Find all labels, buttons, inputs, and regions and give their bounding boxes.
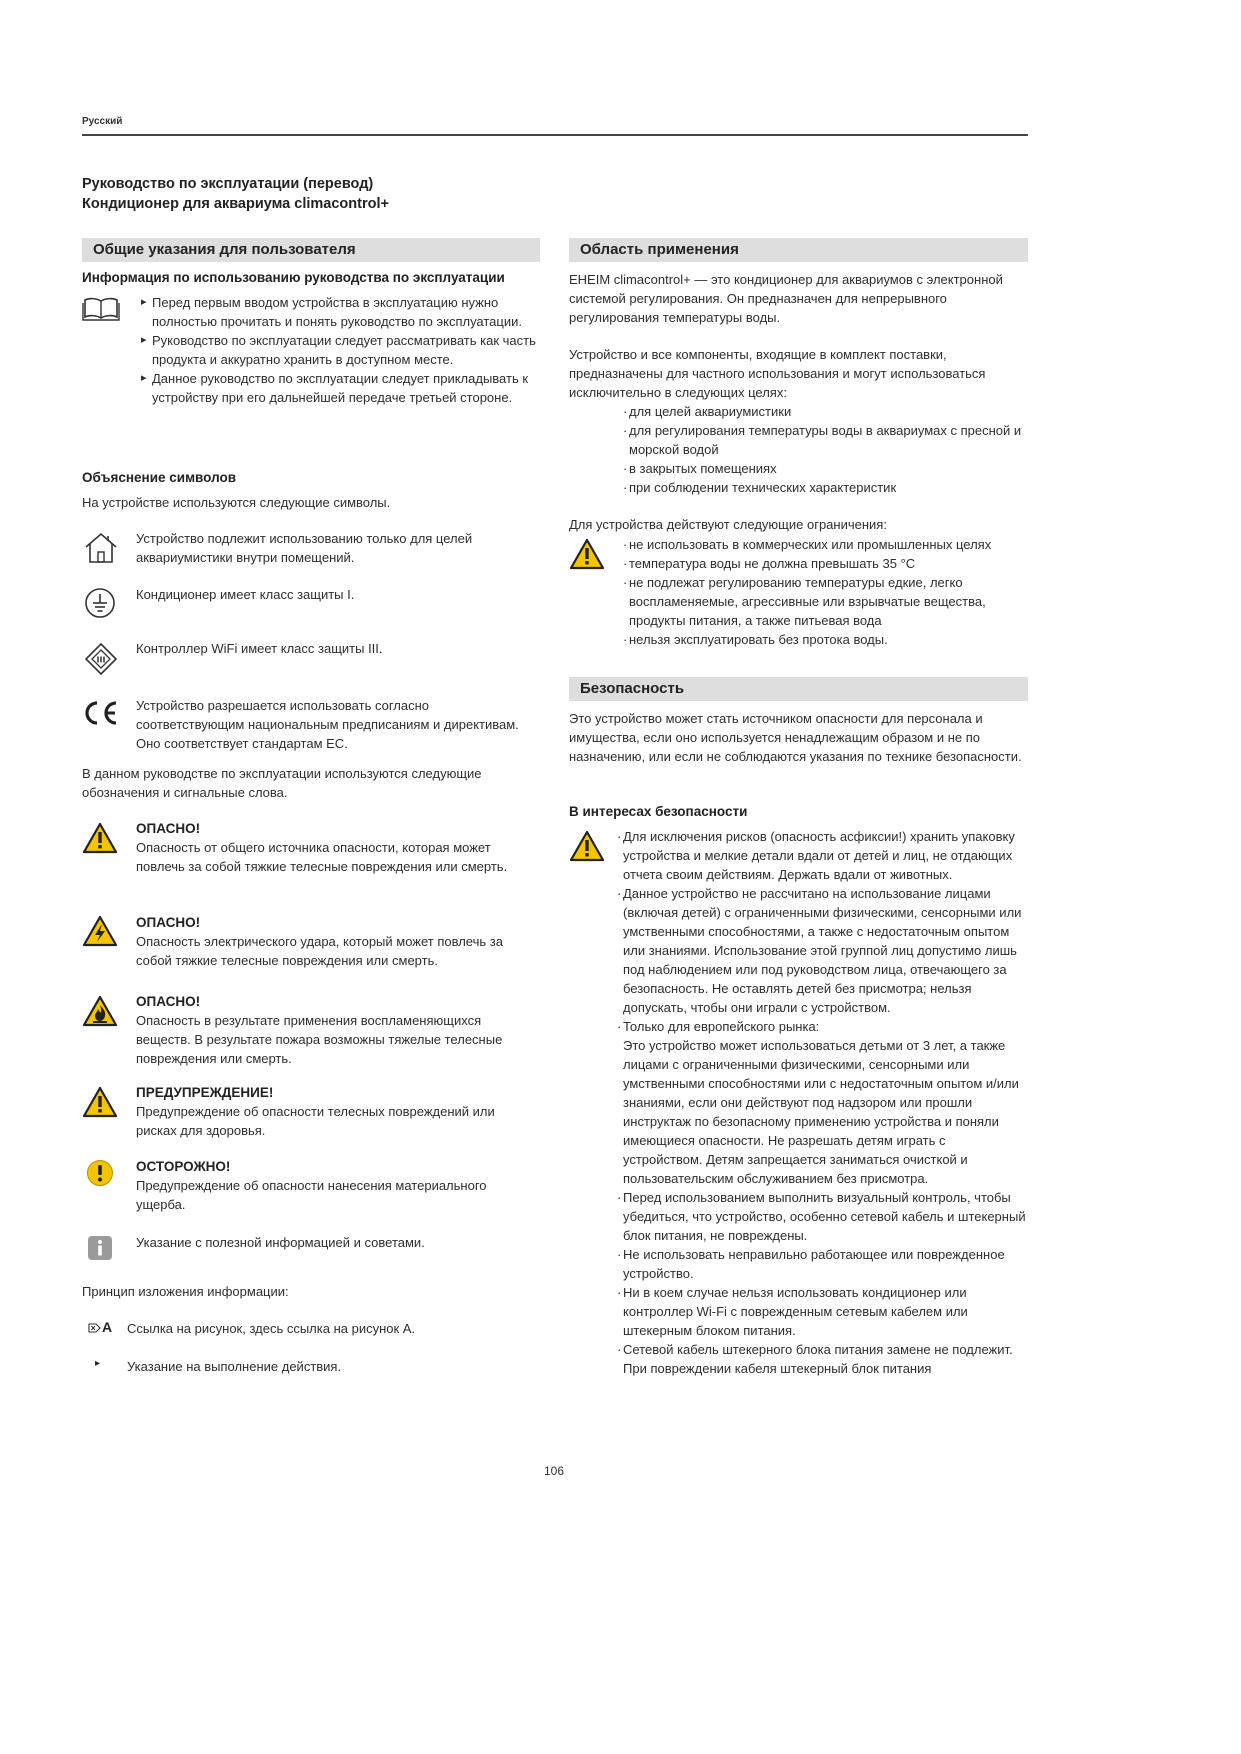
scope-paragraph-2: Устройство и все компоненты, входящие в комплект поставки, предназначены для частного использования и могут использоваться исключительно в следующих целях: xyxy=(569,347,986,400)
list-item: · Ни в коем случае нельзя использовать кондиционер или контроллер Wi-Fi с поврежденным сетевым кабелем или штекерным блоком питания. xyxy=(617,1283,1028,1340)
class-iii-icon xyxy=(84,642,118,676)
manual-info-list xyxy=(141,293,537,407)
list-item: · для регулирования температуры воды в аквариумах с пресной и морской водой xyxy=(623,421,1026,459)
figure-ref-label: A xyxy=(102,1319,113,1335)
warning-triangle-icon xyxy=(569,538,605,570)
signal-danger-electric xyxy=(136,913,536,970)
symbol-text-class-i: Кондиционер имеет класс защиты I. xyxy=(136,587,355,602)
document-title xyxy=(82,174,389,214)
symbol-text-ce: Устройство разрешается использовать согласно соответствующим национальным предписаниям и директивам. Оно соответствует стандартам ЕС. xyxy=(136,698,519,751)
section-scope: Область применения xyxy=(569,238,1028,262)
section-safety: Безопасность xyxy=(569,677,1028,701)
warning-triangle-icon xyxy=(569,830,605,862)
symbols-heading: Объяснение символов xyxy=(82,470,237,485)
list-item: · Сетевой кабель штекерного блока питания замене не подлежит. При повреждении кабеля штекерный блок питания xyxy=(617,1340,1028,1378)
list-item xyxy=(617,1017,1028,1188)
header-rule xyxy=(82,134,1028,136)
ce-mark-icon xyxy=(82,699,120,727)
list-item: · при соблюдении технических характеристик xyxy=(623,478,1026,497)
signal-title: ОСТОРОЖНО! xyxy=(136,1159,231,1174)
warning-triangle-icon xyxy=(82,1086,118,1118)
figure-ref-text: Ссылка на рисунок, здесь ссылка на рисунок А. xyxy=(127,1321,416,1336)
eu-market-text: Это устройство может использоваться детьми от 3 лет, а также лицами с ограниченными физическими, сенсорными или умственными способностями или с недостаточным опытом и/или знаниями, если они действуют под надзором или прошли инструктаж по безопасному применению устройства и поняли имеющиеся опасности. Не разрешать детям играть с устройством. Детям запрещается заниматься очисткой и пользовательским обслуживанием без присмотра. xyxy=(623,1038,1019,1186)
signal-danger-flammable xyxy=(136,992,536,1068)
signal-title: ОПАСНО! xyxy=(136,915,201,930)
list-item: · Не использовать неправильно работающее или поврежденное устройство. xyxy=(617,1245,1028,1283)
signal-warning xyxy=(136,1083,536,1140)
signal-title: ОПАСНО! xyxy=(136,821,201,836)
list-item: · Данное устройство не рассчитано на использование лицами (включая детей) с ограниченными физическими, сенсорными или умственными способностями, а также с недостаточным опытом или знаниями. Использование этой группой лиц допустимо лишь под наблюдением или под руководством лица, отвечающего за безопасность. Не оставлять детей без присмотра; нельзя допускать, чтобы они играли с устройством. xyxy=(617,884,1028,1017)
signal-caution xyxy=(136,1157,536,1214)
signal-text: Предупреждение об опасности телесных повреждений или рисках для здоровья. xyxy=(136,1104,495,1138)
list-item: ▸ Данное руководство по эксплуатации следует прикладывать к устройству при его дальнейшей передаче третьей стороне. xyxy=(141,369,537,407)
signal-danger-general xyxy=(136,819,536,876)
language-label: Русский xyxy=(82,116,123,127)
signal-text: Опасность электрического удара, который может повлечь за собой тяжкие телесные повреждения или смерть. xyxy=(136,934,503,968)
safety-list xyxy=(617,827,1028,1378)
action-text: Указание на выполнение действия. xyxy=(127,1359,342,1374)
symbol-text-class-iii: Контроллер WiFi имеет класс защиты III. xyxy=(136,641,383,656)
signal-title: ОПАСНО! xyxy=(136,994,201,1009)
signal-text: Предупреждение об опасности нанесения материального ущерба. xyxy=(136,1178,487,1212)
safety-interests-heading: В интересах безопасности xyxy=(569,804,748,819)
caution-circle-icon xyxy=(86,1159,114,1187)
symbol-text-house: Устройство подлежит использованию только для целей аквариумистики внутри помещений. xyxy=(136,531,473,565)
figure-ref-icon xyxy=(88,1323,101,1333)
signal-info-text: Указание с полезной информацией и советами. xyxy=(136,1235,425,1250)
document-title-line1: Руководство по эксплуатации (перевод) xyxy=(82,176,374,192)
list-item: · не подлежат регулированию температуры едкие, легко воспламеняемые, агрессивные или взрывчатые вещества, продукты питания, а также питьевая вода xyxy=(623,573,1028,630)
scope-uses-list xyxy=(623,402,1026,497)
restrictions-list xyxy=(623,535,1028,649)
action-marker: ▸ xyxy=(95,1358,101,1369)
restrictions-intro: Для устройства действуют следующие ограничения: xyxy=(569,517,887,532)
document-title-line2: Кондиционер для аквариума climacontrol+ xyxy=(82,196,389,212)
manual-info-heading: Информация по использованию руководства по эксплуатации xyxy=(82,270,505,285)
electric-shock-icon xyxy=(82,915,118,947)
list-item: · Для исключения рисков (опасность асфиксии!) хранить упаковку устройства и мелкие детали вдали от детей и лиц, не отдающих отчета своим действиям. Держать вдали от животных. xyxy=(617,827,1028,884)
signal-title: ПРЕДУПРЕЖДЕНИЕ! xyxy=(136,1085,274,1100)
signal-text: Опасность в результате применения воспламеняющихся веществ. В результате пожара возможны тяжелые телесные повреждения или смерть. xyxy=(136,1013,503,1066)
list-item: · нельзя эксплуатировать без протока воды. xyxy=(623,630,1028,649)
book-icon xyxy=(82,296,120,322)
section-general-notes: Общие указания для пользователя xyxy=(82,238,540,262)
svg-text:III: III xyxy=(96,655,106,665)
safety-paragraph: Это устройство может стать источником опасности для персонала и имущества, если оно используется ненадлежащим образом и не по назначению, или если не соблюдаются указания по технике безопасности. xyxy=(569,711,1022,764)
warning-triangle-icon xyxy=(82,822,118,854)
list-item: · для целей аквариумистики xyxy=(623,402,1026,421)
page-number: 106 xyxy=(543,1464,565,1478)
list-item: · Перед использованием выполнить визуальный контроль, чтобы убедиться, что устройство, особенно сетевой кабель и штекерный блок питания, не повреждены. xyxy=(617,1188,1028,1245)
list-item: · температура воды не должна превышать 35 °C xyxy=(623,554,1028,573)
house-icon xyxy=(84,532,118,564)
list-item: ▸ Руководство по эксплуатации следует рассматривать как часть продукта и аккуратно хранить в доступном месте. xyxy=(141,331,537,369)
list-item: · не использовать в коммерческих или промышленных целях xyxy=(623,535,1028,554)
signals-intro: В данном руководстве по эксплуатации используются следующие обозначения и сигнальные слова. xyxy=(82,766,482,800)
flammable-icon xyxy=(82,995,118,1027)
principle-heading: Принцип изложения информации: xyxy=(82,1284,289,1299)
signal-text: Опасность от общего источника опасности, которая может повлечь за собой тяжкие телесные повреждения или смерть. xyxy=(136,840,508,874)
list-item: · в закрытых помещениях xyxy=(623,459,1026,478)
scope-paragraph-1: EHEIM climacontrol+ — это кондиционер для аквариумов с электронной системой регулирования. Он предназначен для непрерывного регулирования температуры воды. xyxy=(569,272,1003,325)
eu-market-label: · Только для европейского рынка: xyxy=(623,1019,820,1034)
symbols-intro: На устройстве используются следующие символы. xyxy=(82,495,391,510)
info-icon xyxy=(87,1235,113,1261)
list-item: ▸ Перед первым вводом устройства в эксплуатацию нужно полностью прочитать и понять руководство по эксплуатации. xyxy=(141,293,537,331)
protective-earth-icon xyxy=(84,587,116,619)
